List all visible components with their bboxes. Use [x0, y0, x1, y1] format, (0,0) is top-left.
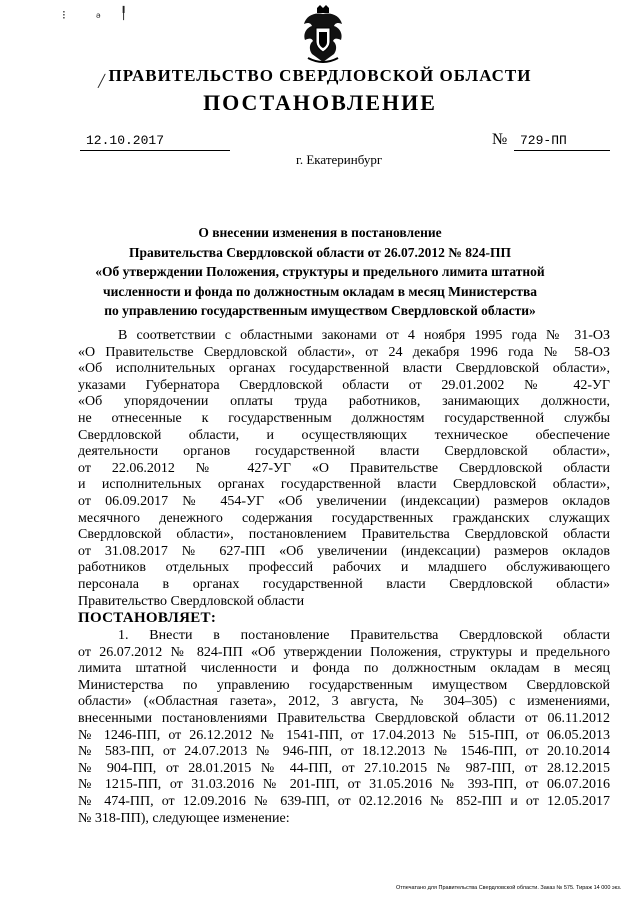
- preamble-line: «Об исполнительных органах государственной власти Свердловской области»,: [78, 361, 610, 377]
- scan-mark: ᵊ: [96, 10, 101, 24]
- preamble-line: не отнесенные к государственным должностям государственной службы: [78, 410, 610, 426]
- item1-line: внесенными постановлениями Правительства Свердловской области от 06.11.2012: [78, 711, 610, 727]
- preamble-line: от 31.08.2017 № 627-ПП «Об увеличении (индексации) размеров окладов: [78, 543, 610, 559]
- document-number: 729-ПП: [520, 133, 567, 148]
- item1-line: № 1246-ПП, от 26.12.2012 № 1541-ПП, от 17.04.2013 № 515-ПП, от 06.05.2013: [78, 727, 610, 743]
- title-line: по управлению государственным имуществом Свердловской области»: [104, 303, 536, 318]
- item1-line: Министерства по управлению государственным имуществом Свердловской: [78, 677, 610, 693]
- item1-line: области» («Областная газета», 2012, 3 августа, № 304–305) с изменениями,: [78, 694, 610, 710]
- item1-line: от 26.07.2012 № 824-ПП «Об утверждении Положения, структуры и предельного: [78, 644, 610, 660]
- preamble-line: В соответствии с областными законами от 4 ноября 1995 года № 31-ОЗ: [118, 328, 610, 343]
- preamble-line: от 06.09.2017 № 454-УГ «Об увеличении (индексации) размеров окладов: [78, 493, 610, 509]
- government-name: ПРАВИТЕЛЬСТВО СВЕРДЛОВСКОЙ ОБЛАСТИ: [108, 66, 532, 85]
- item1-line: № 318-ПП), следующее изменение:: [78, 810, 290, 826]
- city: г. Екатеринбург: [296, 152, 383, 167]
- item1-line: № 474-ПП, от 12.09.2016 № 639-ПП, от 02.12.2016 № 852-ПП и от 12.05.2017: [78, 794, 610, 810]
- document-type: ПОСТАНОВЛЕНИЕ: [203, 90, 437, 115]
- item1-line: 1. Внести в постановление Правительства Свердловской области: [118, 628, 610, 644]
- preamble-line: персонала в органах государственной власти Свердловской области»: [78, 576, 610, 592]
- document-date: 12.10.2017: [86, 133, 165, 148]
- preamble-line: Свердловской области, и осуществляющих техническое обеспечение: [78, 427, 610, 443]
- title-line: «Об утверждении Положения, структуры и предельного лимита штатной: [95, 264, 545, 279]
- resolves-heading: ПОСТАНОВЛЯЕТ:: [78, 610, 217, 627]
- item1-line: лимита штатной численности и фонда по должностным окладам в месяц: [78, 661, 610, 677]
- document-title: [0, 223, 640, 321]
- scan-mark: ⁝: [62, 8, 66, 22]
- scan-mark: ╿: [120, 6, 128, 20]
- preamble-line: и исполнительных органах государственной власти Свердловской области»,: [78, 477, 610, 493]
- number-sign: №: [492, 131, 508, 148]
- preamble-line: «О Правительстве Свердловской области», от 24 декабря 1996 года № 58-ОЗ: [78, 344, 610, 360]
- preamble-line: Свердловской области», постановлением Правительства Свердловской области: [78, 527, 610, 543]
- title-line: Правительства Свердловской области от 26.07.2012 № 824-ПП: [129, 244, 511, 260]
- preamble-line: Правительство Свердловской области: [78, 593, 305, 609]
- item1-line: № 1215-ПП, от 31.03.2016 № 201-ПП, от 31.05.2016 № 393-ПП, от 06.07.2016: [78, 777, 610, 793]
- document-body: [78, 328, 610, 827]
- preamble-line: деятельности органов государственной власти Свердловской области»,: [78, 444, 610, 460]
- coat-of-arms-icon: [300, 4, 346, 66]
- item1-line: № 583-ПП, от 24.07.2013 № 946-ПП, от 18.12.2013 № 1546-ПП, от 20.10.2014: [78, 744, 610, 760]
- print-footer: Отпечатано для Правительства Свердловской области. Заказ № 575. Тираж 14 000 экз.: [396, 885, 622, 891]
- preamble-line: работников отдельных профессий рабочих и младшего обслуживающего: [78, 560, 610, 576]
- date-underline: [80, 150, 230, 151]
- preamble-line: «Об упорядочении оплаты труда работников, занимающих должности,: [78, 394, 610, 410]
- number-underline: [514, 150, 610, 151]
- title-line: численности и фонда по должностным окладам в месяц Министерства: [102, 283, 538, 299]
- item1-line: № 904-ПП, от 28.01.2015 № 44-ПП, от 27.10.2015 № 987-ПП, от 28.12.2015: [78, 760, 610, 776]
- preamble-line: месячного денежного содержания государственных гражданских служащих: [78, 510, 610, 526]
- preamble-line: от 22.06.2012 № 427-УГ «О Правительстве Свердловской области: [78, 460, 610, 476]
- scan-mark: ╱: [98, 74, 106, 88]
- preamble-line: указами Губернатора Свердловской области от 29.01.2002 № 42-УГ: [78, 377, 610, 393]
- title-line: О внесении изменения в постановление: [198, 225, 442, 240]
